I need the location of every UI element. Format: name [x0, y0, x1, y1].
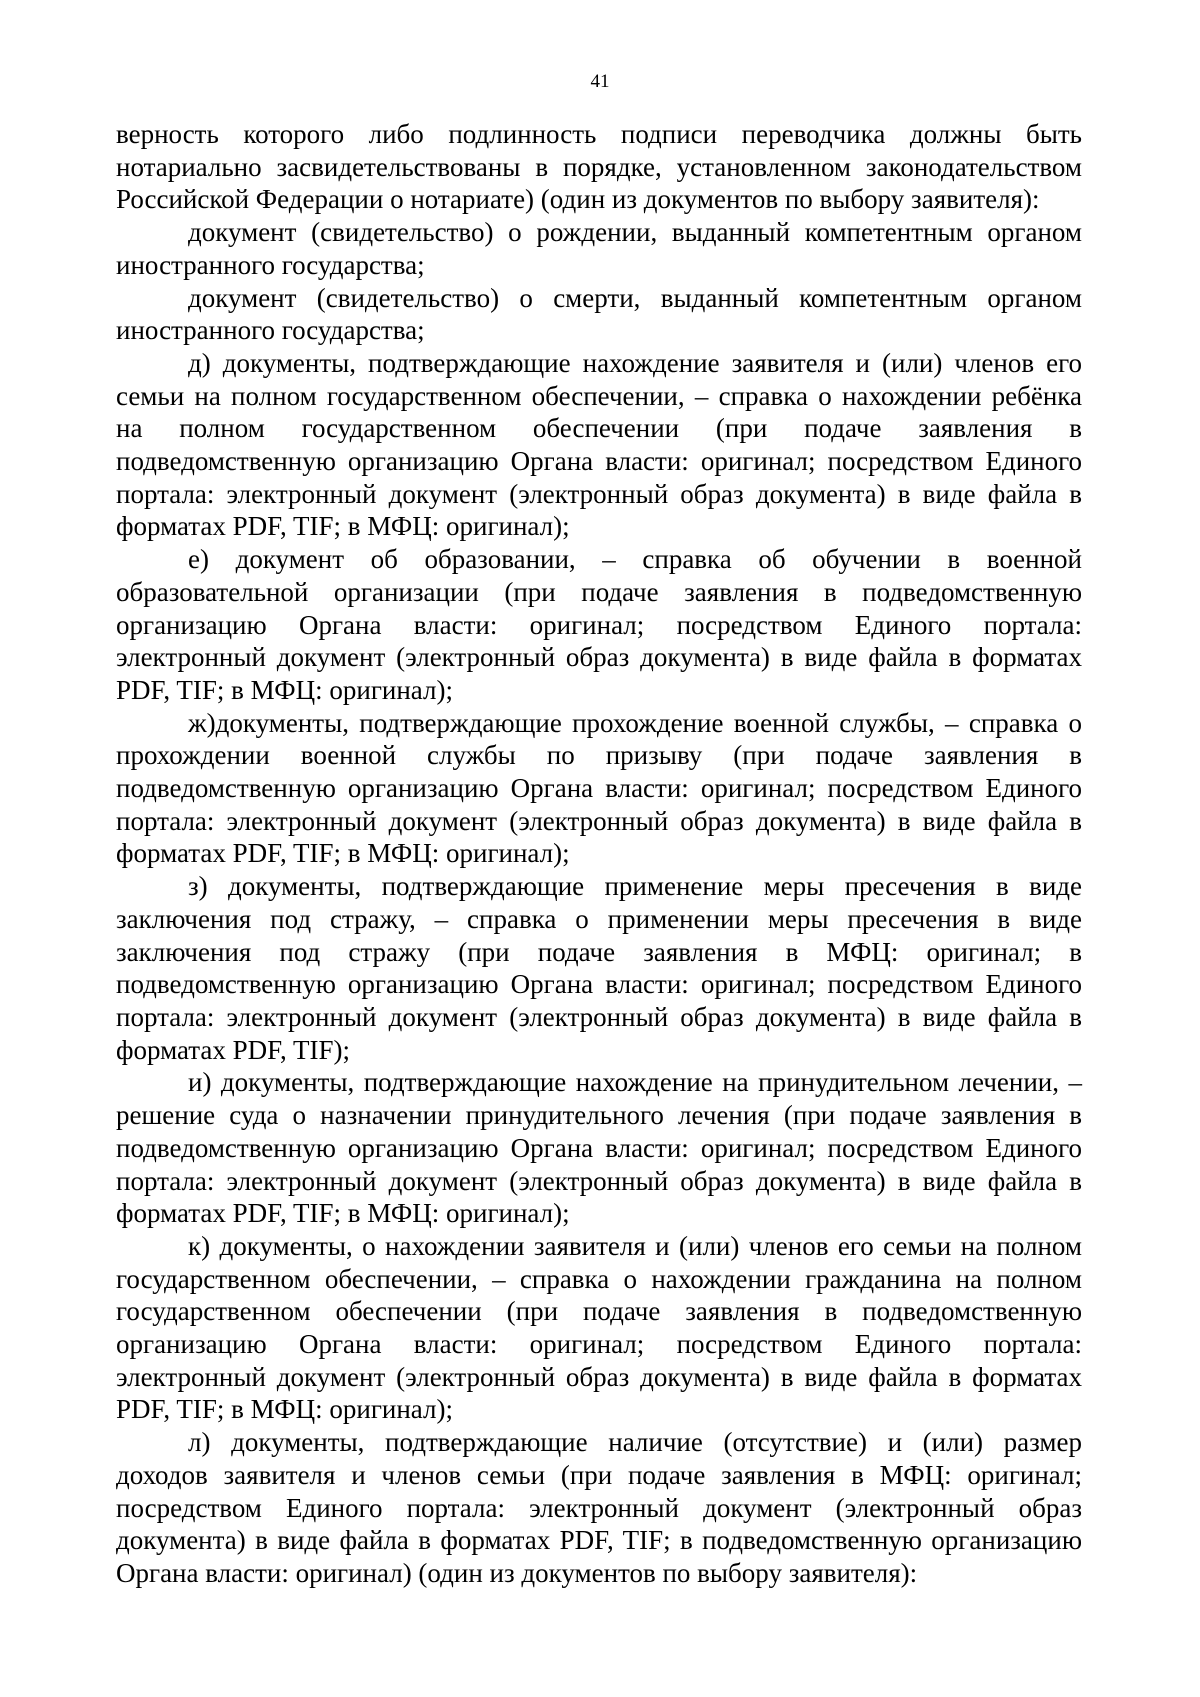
paragraph-item-zh: ж)документы, подтверждающие прохождение военной службы, – справка о прохождении военной службы по призыву (при подаче заявления в подведомственную организацию Органа власти: оригинал; посредством Единого портала: электронный документ (электронный образ документа) в виде файла в форматах PDF, TIF; в МФЦ: оригинал); [116, 707, 1082, 869]
paragraph-item-l: л) документы, подтверждающие наличие (отсутствие) и (или) размер доходов заявителя и членов семьи (при подаче заявления в МФЦ: оригинал; посредством Единого портала: электронный документ (электронный образ документа) в виде файла в форматах PDF, TIF; в подведомственную организацию Органа власти: оригинал) (один из документов по выбору заявителя): [116, 1427, 1082, 1588]
paragraph-item-d: д) документы, подтверждающие нахождение заявителя и (или) членов его семьи на полном государственном обеспечении, – справка о нахождении ребёнка на полном государственном обеспечении (при подаче заявления в подведомственную организацию Органа власти: оригинал; посредством Единого портала: электронный документ (электронный образ документа) в виде файла в форматах PDF, TIF; в МФЦ: оригинал); [116, 347, 1082, 542]
paragraph-death-certificate: документ (свидетельство) о смерти, выданный компетентным органом иностранного государства; [116, 282, 1082, 346]
paragraph-continuation: верность которого либо подлинность подписи переводчика должны быть нотариально засвидетельствованы в порядке, установленном законодательством Российской Федерации о нотариате) (один из документов по выбору заявителя): [116, 119, 1082, 215]
document-body [116, 118, 1082, 1590]
paragraph-item-k: к) документы, о нахождении заявителя и (или) членов его семьи на полном государственном обеспечении, – справка о нахождении гражданина на полном государственном обеспечении (при подаче заявления в подведомственную организацию Органа власти: оригинал; посредством Единого портала: электронный документ (электронный образ документа) в виде файла в форматах PDF, TIF; в МФЦ: оригинал); [116, 1230, 1082, 1425]
paragraph-item-e: е) документ об образовании, – справка об обучении в военной образовательной организации (при подаче заявления в подведомственную организацию Органа власти: оригинал; посредством Единого портала: электронный документ (электронный образ документа) в виде файла в форматах PDF, TIF; в МФЦ: оригинал); [116, 544, 1082, 705]
page-number: 41 [590, 71, 610, 92]
paragraph-item-i: и) документы, подтверждающие нахождение на принудительном лечении, – решение суда о назначении принудительного лечения (при подаче заявления в подведомственную организацию Органа власти: оригинал; посредством Единого портала: электронный документ (электронный образ документа) в виде файла в форматах PDF, TIF; в МФЦ: оригинал); [116, 1067, 1082, 1229]
paragraph-birth-certificate: документ (свидетельство) о рождении, выданный компетентным органом иностранного государства; [116, 217, 1082, 280]
paragraph-item-z: з) документы, подтверждающие применение меры пресечения в виде заключения под стражу, – справка о применении меры пресечения в виде заключения под стражу (при подаче заявления в МФЦ: оригинал; в подведомственную организацию Органа власти: оригинал; посредством Единого портала: электронный документ (электронный образ документа) в виде файла в форматах PDF, TIF); [116, 871, 1082, 1065]
